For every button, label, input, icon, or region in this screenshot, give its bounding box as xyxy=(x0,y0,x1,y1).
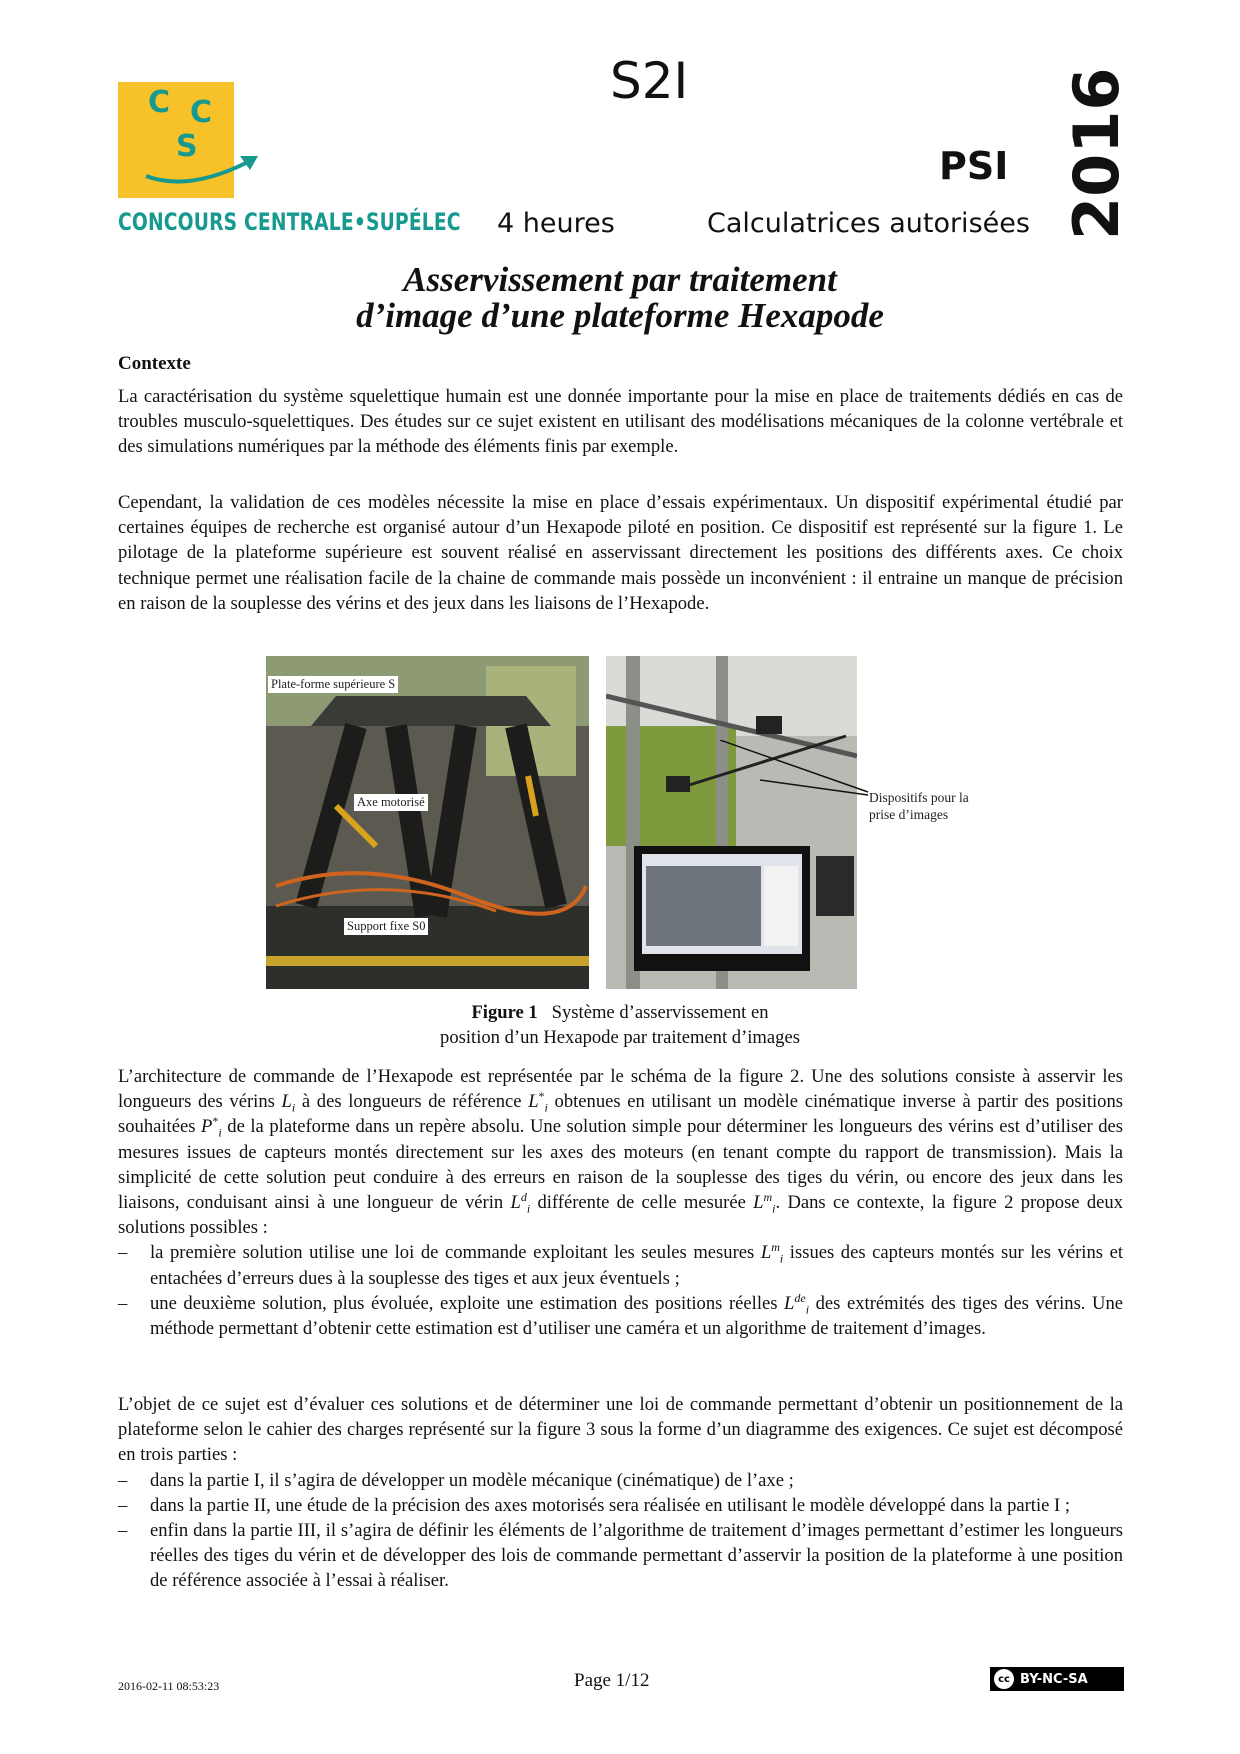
part-item: – dans la partie II, une étude de la précision des axes motorisés sera réalisée en utilisant le modèle développé dans la partie I ; xyxy=(118,1493,1123,1518)
exam-duration: 4 heures xyxy=(497,208,615,239)
hexapode-illustration xyxy=(266,656,589,989)
solution-1-item: – la première solution utilise une loi de commande exploitant les seules mesures $L^m_i$ issues des capteurs montés sur les vérins et entachées d’erreurs dues à la souplesse des tiges et aux jeux éventuels ; xyxy=(118,1240,1123,1290)
part-item: – enfin dans la partie III, il s’agira de définir les éléments de l’algorithme de traitement d’images permettant d’estimer les longueurs réelles des tiges du vérin et de développer des lois de commande permettant d’asservir la position de la plateforme à une position de référence associée à l’essai à réaliser. xyxy=(118,1518,1123,1594)
paragraph-2: Cependant, la validation de ces modèles nécessite la mise en place d’essais expérimentaux. Un dispositif expérimental étudié par certaines équipes de recherche est organisé autour d’un Hexapode piloté en position. Ce dispositif est représenté sur la figure 1. Le pilotage de la plateforme supérieure est souvent réalisé en asservissant directement les positions des différents axes. Ce choix technique permet une réalisation facile de la chaine de commande mais possède un inconvénient : il entraine un manque de précision en raison de la souplesse des vérins et des jeux dans les liaisons de l’Hexapode. xyxy=(118,492,1123,614)
hexapode-photo xyxy=(266,656,589,989)
title-line-1: Asservissement par traitement xyxy=(403,260,837,299)
cc-icon: cc xyxy=(994,1669,1014,1689)
title-line-2: d’image d’une plateforme Hexapode xyxy=(356,296,884,335)
paragraph-1: La caractérisation du système squelettique humain est une donnée importante pour la mise en place de traitements dédiés en cas de troubles musculo-squelettiques. Des études sur ce sujet existent en utilisant des modélisations mécaniques de la colonne vertébrale et des simulations numériques par la méthode des éléments finis par exemple. xyxy=(118,386,1123,458)
label-fixed-support: Support fixe S0 xyxy=(344,918,428,935)
logo-text: CONCOURS CENTRALE•SUPÉLEC xyxy=(118,208,461,236)
license-text: BY-NC-SA xyxy=(1020,1671,1088,1687)
logo-letter-s: S xyxy=(176,129,198,164)
figure-number: Figure 1 xyxy=(471,1002,538,1023)
objective-section xyxy=(118,1392,1123,1594)
camera-setup-photo xyxy=(606,656,857,989)
track-name: PSI xyxy=(939,144,1009,188)
camera-setup-illustration xyxy=(606,656,857,989)
exam-year-text: 2016 xyxy=(1060,67,1133,240)
subject-code: S2I xyxy=(610,52,689,110)
document-title xyxy=(0,262,1240,334)
page-number: Page 1/12 xyxy=(574,1670,650,1691)
logo-letter-c1: C xyxy=(148,85,171,120)
ccs-logo xyxy=(118,70,278,210)
footer-timestamp: 2016-02-11 08:53:23 xyxy=(118,1679,220,1693)
label-motorized-axis: Axe motorisé xyxy=(354,794,428,811)
caption-line-2: position d’un Hexapode par traitement d’images xyxy=(440,1027,800,1048)
callout-arrows xyxy=(720,740,870,800)
image-capture-callout: Dispositifs pour la prise d’images xyxy=(869,790,969,822)
section-heading: Contexte xyxy=(118,353,191,374)
paragraph-4: L’objet de ce sujet est d’évaluer ces solutions et de déterminer une loi de commande permettant d’obtenir un positionnement de la plateforme selon le cahier des charges représenté sur la figure 3 sous la forme d’un diagramme des exigences. Ce sujet est décomposé en trois parties : xyxy=(118,1394,1123,1466)
architecture-section xyxy=(118,1064,1123,1341)
figure-caption xyxy=(300,1000,940,1050)
logo-letter-c2: C xyxy=(190,95,213,130)
caption-line-1: Système d’asservissement en xyxy=(551,1002,769,1023)
part-item: – dans la partie I, il s’agira de développer un modèle mécanique (cinématique) de l’axe ; xyxy=(118,1468,1123,1493)
license-badge xyxy=(990,1667,1124,1691)
calculator-policy: Calculatrices autorisées xyxy=(707,208,1030,239)
solution-2-item: – une deuxième solution, plus évoluée, exploite une estimation des positions réelles $Lde_i$ des extrémités des tiges des vérins. Une méthode permettant d’obtenir cette estimation est d’utiliser une caméra et un algorithme de traitement d’images. xyxy=(118,1291,1123,1341)
label-upper-platform: Plate-forme supérieure S xyxy=(268,676,398,693)
paragraph-3: L’architecture de commande de l’Hexapode est représentée par le schéma de la figure 2. Une des solutions consiste à asservir les longueurs des vérins $L_i$ à des longueurs de référence $L^*_i$ obtenues en utilisant un modèle cinématique inverse à partir des positions souhaitées $P^*_i$ de la plateforme dans un repère absolu. Une solution simple pour déterminer les longueurs des vérins est d’utiliser des mesures issues de capteurs montés directement sur les axes des moteurs (en tenant compte du rapport de transmission). Mais la simplicité de cette solution peut conduire à des erreurs en raison de la souplesse des tiges du vérin, ou encore des jeux dans les liaisons, conduisant ainsi à une longueur de vérin $L^d_i$ différente de celle mesurée $L^m_i$. Dans ce contexte, la figure 2 propose deux solutions possibles : xyxy=(118,1066,1124,1239)
